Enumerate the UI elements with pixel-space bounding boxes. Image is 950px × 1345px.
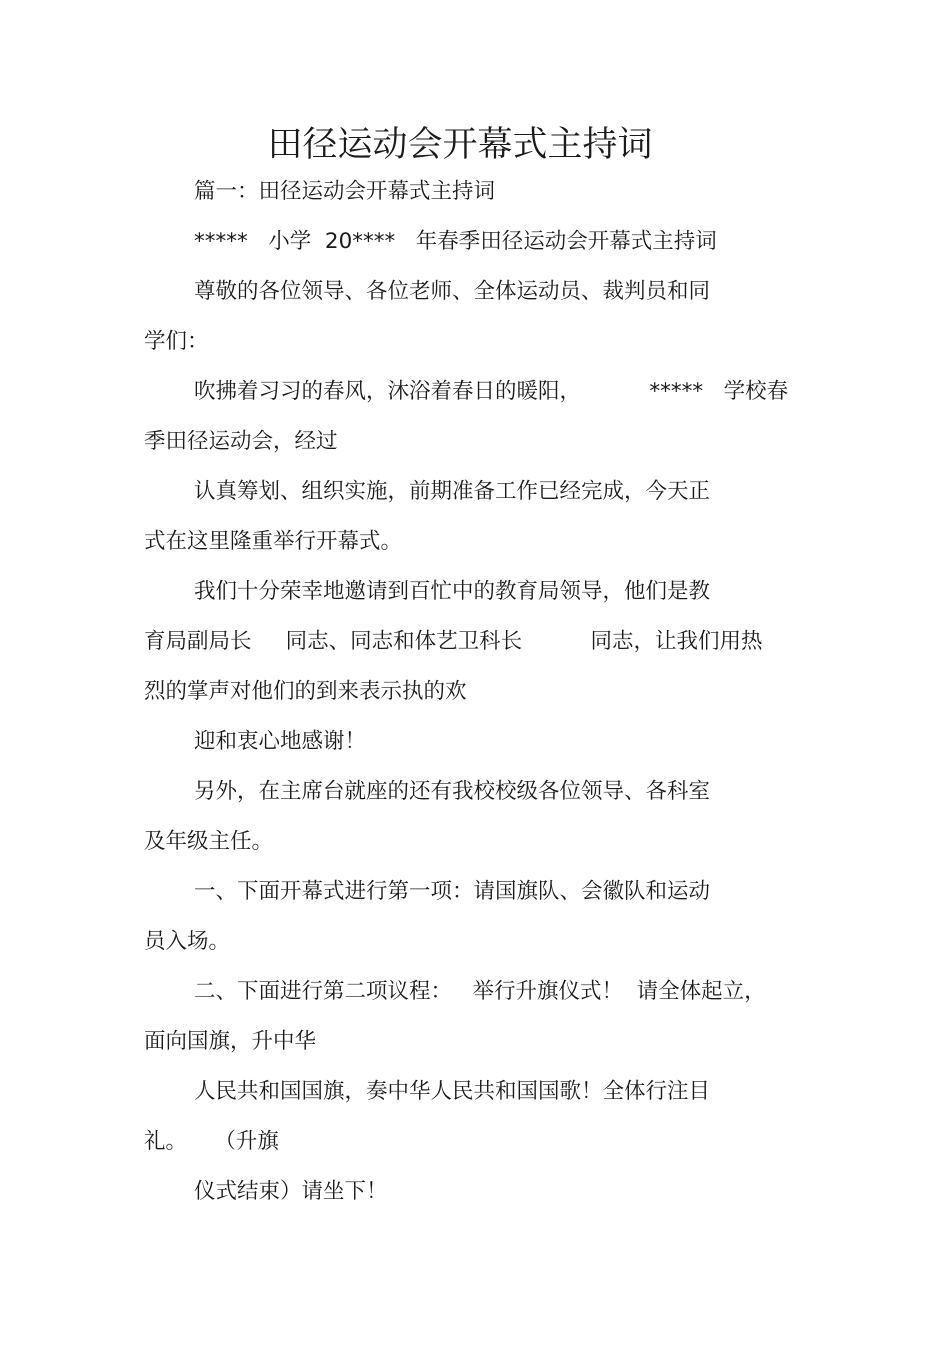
document-title: 田径运动会开幕式主持词 [267, 125, 653, 165]
event-heading-line: ***** 小学 20**** 年春季田径运动会开幕式主持词 [194, 229, 717, 254]
paragraph-line: 员入场。 [144, 929, 231, 954]
paragraph-line: 迎和衷心地感谢！ [194, 729, 367, 754]
paragraph-line: 尊敬的各位领导、各位老师、全体运动员、裁判员和同 [194, 279, 711, 304]
paragraph-line: 二、下面进行第二项议程： 举行升旗仪式！ 请全体起立， [194, 979, 766, 1004]
paragraph-line: 面向国旗，升中华 [144, 1029, 317, 1054]
paragraph-line: 仪式结束）请坐下！ [194, 1179, 388, 1204]
paragraph-line: 我们十分荣幸地邀请到百忙中的教育局领导，他们是教 [194, 579, 711, 604]
subtitle-line: 篇一：田径运动会开幕式主持词 [194, 179, 496, 204]
paragraph-line: 另外，在主席台就座的还有我校校级各位领导、各科室 [194, 779, 711, 804]
paragraph-line: 人民共和国国旗，奏中华人民共和国国歌！全体行注目 [194, 1079, 711, 1104]
paragraph-line: 吹拂着习习的春风，沐浴着春日的暖阳， ***** 学校春 [194, 379, 789, 404]
paragraph-line: 礼。 （升旗 [144, 1129, 279, 1154]
paragraph-line: 式在这里隆重举行开幕式。 [144, 529, 403, 554]
paragraph-line: 认真筹划、组织实施，前期准备工作已经完成，今天正 [194, 479, 711, 504]
paragraph-line: 及年级主任。 [144, 829, 274, 854]
paragraph-line: 烈的掌声对他们的到来表示执的欢 [144, 679, 467, 704]
paragraph-line: 季田径运动会，经过 [144, 429, 338, 454]
paragraph-line: 一、下面开幕式进行第一项：请国旗队、会徽队和运动 [194, 879, 711, 904]
paragraph-line: 育局副局长 同志、同志和体艺卫科长 同志，让我们用热 [144, 629, 763, 654]
paragraph-line: 学们： [144, 329, 209, 354]
